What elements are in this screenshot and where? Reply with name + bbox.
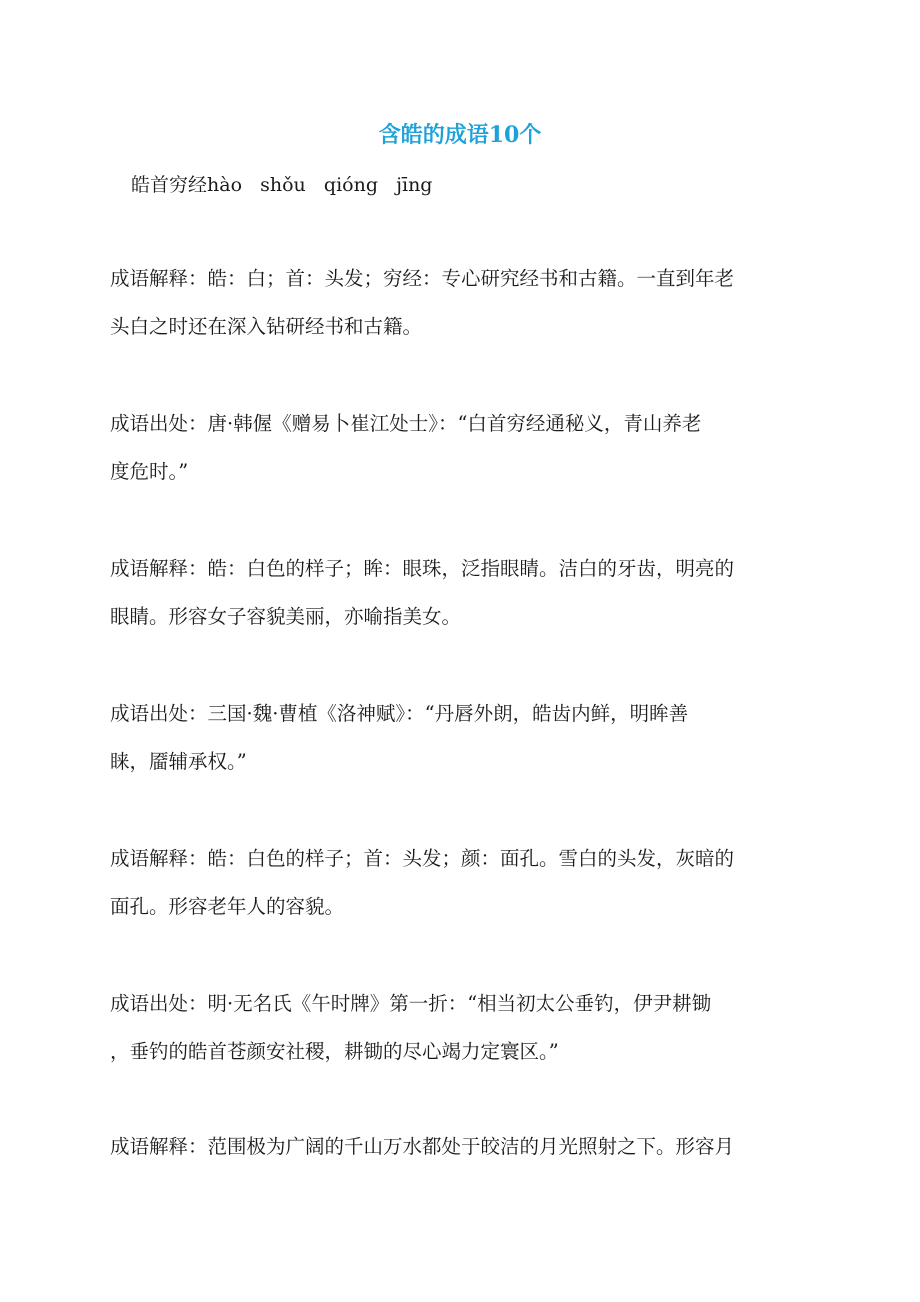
paragraph-7 bbox=[110, 1123, 810, 1171]
paragraph-line: 度危时。” bbox=[110, 460, 189, 483]
paragraph-line: 成语出处：唐·韩偓《赠易卜崔江处士》：“白首穷经通秘义，青山养老 bbox=[110, 412, 702, 435]
paragraph-line: 头白之时还在深入钻研经书和古籍。 bbox=[110, 315, 423, 338]
paragraph-line: 成语解释：范围极为广阔的千山万水都处于皎洁的月光照射之下。形容月 bbox=[110, 1135, 735, 1158]
paragraph-4 bbox=[110, 690, 810, 786]
paragraph-5 bbox=[110, 835, 810, 931]
paragraph-line: 成语解释：皓：白；首：头发；穷经：专心研究经书和古籍。一直到年老 bbox=[110, 267, 735, 290]
paragraph-line: ，垂钓的皓首苍颜安社稷，耕锄的尽心竭力定寰区。” bbox=[110, 1040, 559, 1063]
paragraph-2 bbox=[110, 400, 810, 496]
paragraph-3 bbox=[110, 545, 810, 641]
page-title: 含皓的成语10个 bbox=[378, 122, 542, 148]
paragraph-line: 成语解释：皓：白色的样子；眸：眼珠，泛指眼睛。洁白的牙齿，明亮的 bbox=[110, 557, 735, 580]
paragraph-line: 成语出处：明·无名氏《午时牌》第一折：“相当初太公垂钓，伊尹耕锄 bbox=[110, 992, 712, 1015]
paragraph-line: 成语解释：皓：白色的样子；首：头发；颜：面孔。雪白的头发，灰暗的 bbox=[110, 847, 735, 870]
paragraph-line: 成语出处：三国·魏·曹植《洛神赋》：“丹唇外朗，皓齿内鲜，明眸善 bbox=[110, 702, 689, 725]
paragraph-line: 睐，靥辅承权。” bbox=[110, 750, 247, 773]
idiom-heading: 皓首穷经hào shǒu qióng jīng bbox=[131, 174, 433, 196]
paragraph-line: 面孔。形容老年人的容貌。 bbox=[110, 895, 345, 918]
paragraph-6 bbox=[110, 980, 810, 1076]
paragraph-line: 眼睛。形容女子容貌美丽，亦喻指美女。 bbox=[110, 605, 462, 628]
paragraph-1 bbox=[110, 255, 810, 351]
